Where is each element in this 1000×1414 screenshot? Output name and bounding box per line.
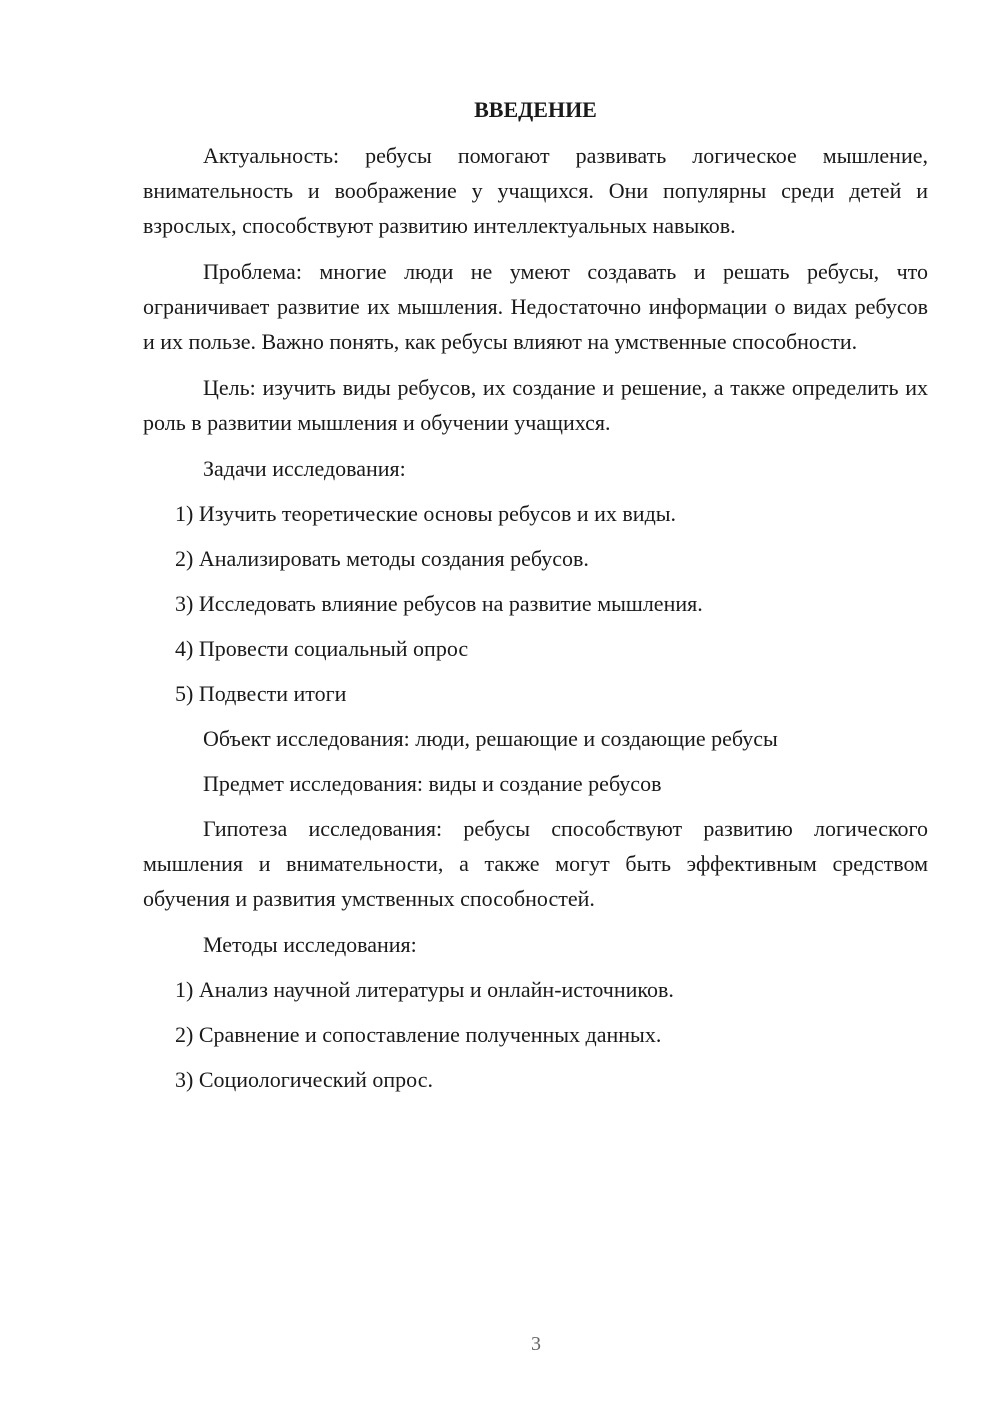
list-item: 4) Провести социальный опрос	[175, 636, 469, 661]
page-number: 3	[531, 1333, 541, 1355]
document-page	[143, 92, 928, 1107]
relevance-paragraph: Актуальность: ребусы помогают развивать логическое мышление, внимательность и воображение у учащихся. Они популярны среди детей и взрослых, способствуют развитию интеллектуальных навыков.	[143, 143, 928, 238]
list-item: 1) Изучить теоретические основы ребусов и их виды.	[175, 501, 677, 526]
list-item: 3) Исследовать влияние ребусов на развитие мышления.	[175, 591, 703, 616]
list-item: 1) Анализ научной литературы и онлайн-источников.	[175, 977, 674, 1002]
hypothesis-paragraph: Гипотеза исследования: ребусы способствуют развитию логического мышления и внимательности, а также могут быть эффективным средством обучения и развития умственных способностей.	[143, 816, 928, 911]
tasks-heading: Задачи исследования:	[203, 456, 406, 481]
list-item: 3) Социологический опрос.	[175, 1067, 433, 1092]
problem-paragraph: Проблема: многие люди не умеют создавать и решать ребусы, что ограничивает развитие их мышления. Недостаточно информации о видах ребусов и их пользе. Важно понять, как ребусы влияют на умственные способности.	[143, 259, 928, 354]
list-item: 2) Анализировать методы создания ребусов.	[175, 546, 589, 571]
methods-list	[143, 972, 928, 1097]
page-title: ВВЕДЕНИЕ	[474, 97, 597, 122]
object-paragraph: Объект исследования: люди, решающие и создающие ребусы	[203, 726, 778, 751]
methods-heading: Методы исследования:	[203, 932, 417, 957]
tasks-list	[143, 496, 928, 711]
subject-paragraph: Предмет исследования: виды и создание ребусов	[203, 771, 662, 796]
goal-paragraph: Цель: изучить виды ребусов, их создание и решение, а также определить их роль в развитии мышления и обучении учащихся.	[143, 375, 928, 435]
list-item: 2) Сравнение и сопоставление полученных данных.	[175, 1022, 662, 1047]
list-item: 5) Подвести итоги	[175, 681, 347, 706]
